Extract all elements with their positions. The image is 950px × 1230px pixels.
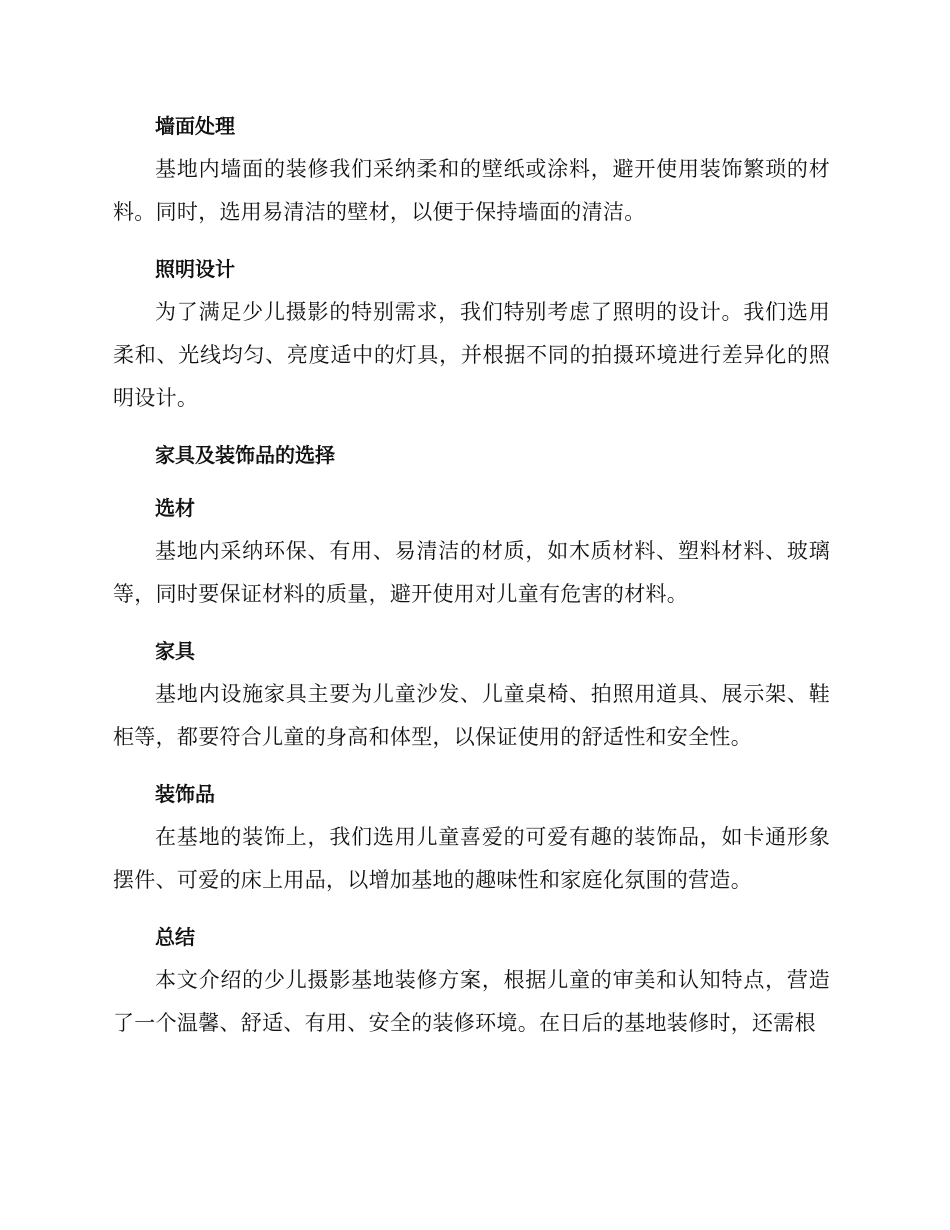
section-heading-wall: 墙面处理 — [155, 114, 235, 138]
section-spacer — [113, 477, 830, 486]
section-paragraph-lighting: 为了满足少儿摄影的特别需求，我们特别考虑了照明的设计。我们选用柔和、光线均匀、亮度适中的灯具，并根据不同的拍摄环境进行差异化的照明设计。 — [113, 300, 830, 410]
section-paragraph-materials: 基地内采纳环保、有用、易清洁的材质，如木质材料、塑料材料、玻璃等，同时要保证材料的质量，避开使用对儿童有危害的材料。 — [113, 539, 830, 606]
section-paragraph-decorations: 在基地的装饰上，我们选用儿童喜爱的可爱有趣的装饰品，如卡通形象摆件、可爱的床上用品，以增加基地的趣味性和家庭化氛围的营造。 — [113, 825, 830, 892]
section-heading-materials: 选材 — [155, 496, 195, 520]
section-heading-furniture-decor: 家具及装饰品的选择 — [155, 443, 335, 467]
section-paragraph-wall: 基地内墙面的装修我们采纳柔和的壁纸或涂料，避开使用装饰繁琐的材料。同时，选用易清洁的壁材，以便于保持墙面的清洁。 — [113, 157, 830, 224]
section-heading-lighting: 照明设计 — [155, 257, 235, 281]
section-paragraph-furniture: 基地内设施家具主要为儿童沙发、儿童桌椅、拍照用道具、展示架、鞋柜等，都要符合儿童的身高和体型，以保证使用的舒适性和安全性。 — [113, 682, 830, 749]
section-heading-summary: 总结 — [155, 925, 195, 949]
section-heading-decorations: 装饰品 — [155, 782, 215, 806]
document-page — [113, 104, 830, 1058]
section-paragraph-summary: 本文介绍的少儿摄影基地装修方案，根据儿童的审美和认知特点，营造了一个温馨、舒适、有用、安全的装修环境。在日后的基地装修时，还需根 — [113, 968, 830, 1035]
section-heading-furniture: 家具 — [155, 639, 195, 663]
